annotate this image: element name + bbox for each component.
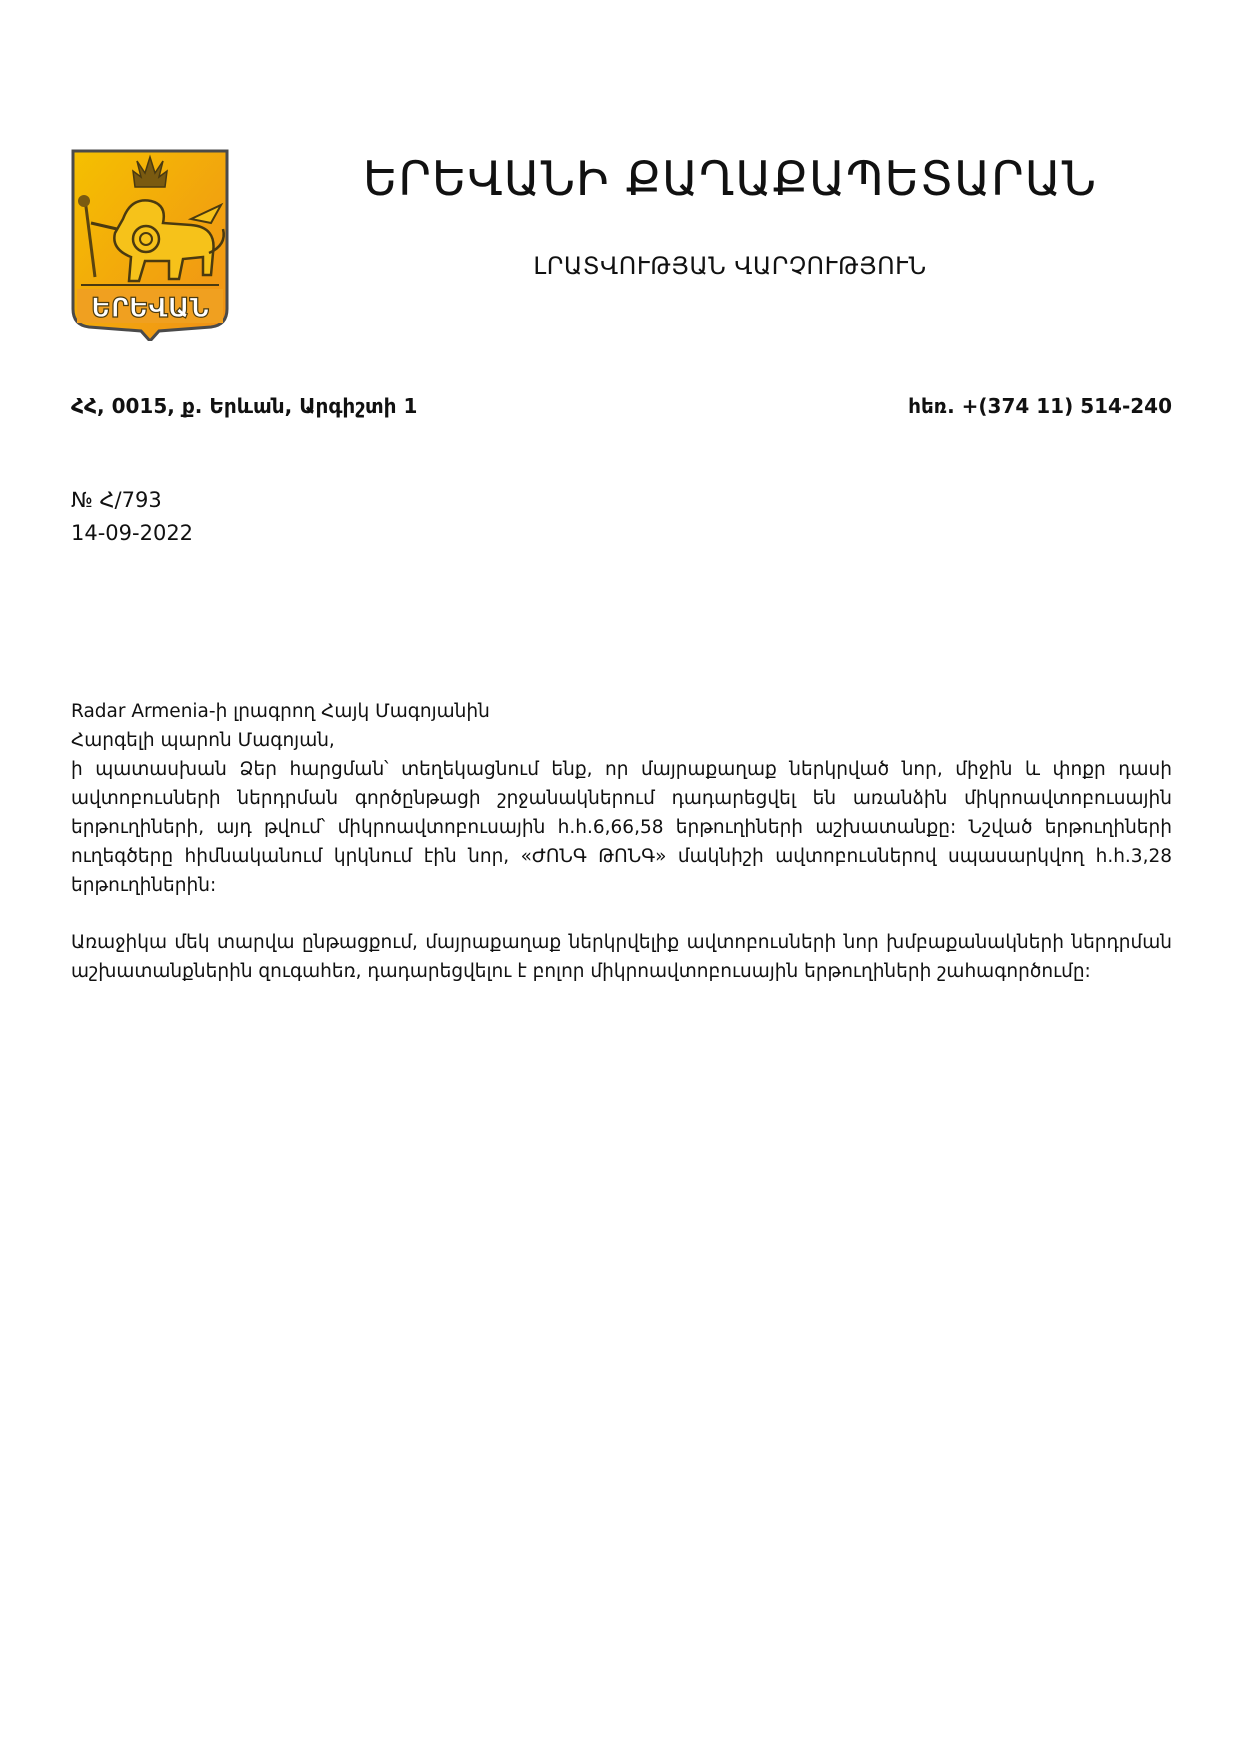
phone-number: հեռ. +(374 11) 514-240 (908, 394, 1172, 418)
reference-block (71, 484, 193, 550)
department-subtitle: ԼՐԱՏՎՈՒԹՅԱՆ ՎԱՐՉՈՒԹՅՈՒՆ (533, 252, 927, 280)
recipient-line: Radar Armenia-ի լրագրող Հայկ Մագոյանին (71, 701, 490, 722)
paragraph-2: Առաջիկա մեկ տարվա ընթացքում, մայրաքաղաք ներկրվելիք ավտոբուսների նոր խմբաքանակների ներդրման աշխատանքներին զուգահեռ, դադարեցվելու է բոլոր միկրոավտոբուսային երթուղիների շահագործումը: (71, 932, 1172, 982)
emblem-caption: ԵՐԵՎԱՆ (91, 293, 209, 324)
paragraph-1: ի պատասխան Ձեր հարցման՝ տեղեկացնում ենք, որ մայրաքաղաք ներկրված նոր, միջին և փոքր դասի ավտոբուսների ներդրման գործընթացի շրջանակներում դադարեցվել են առանձին միկրոավտոբուսային երթուղիների, այդ թվում՝ միկրոավտոբուսային հ.հ.6,66,58 երթուղիների աշխատանքը: Նշված երթուղիների ուղեգծերը հիմնականում կրկնում էին նոր, «ԺՈՆԳ ԹՈՆԳ» մակնիշի ավտոբուսներով սպասարկվող հ.հ.3,28 երթուղիներին: (71, 759, 1172, 896)
reference-number: № Հ/793 (71, 488, 162, 512)
address: ՀՀ, 0015, ք. Երևան, Արգիշտի 1 (71, 394, 418, 418)
salutation: Հարգելի պարոն Մագոյան, (71, 730, 335, 751)
letter-body (71, 697, 1172, 986)
yerevan-coat-of-arms-icon (71, 149, 229, 341)
letter-date: 14-09-2022 (71, 521, 194, 545)
organization-title: ԵՐԵՎԱՆԻ ՔԱՂԱՔԱՊԵՏԱՐԱՆ (362, 152, 1098, 207)
